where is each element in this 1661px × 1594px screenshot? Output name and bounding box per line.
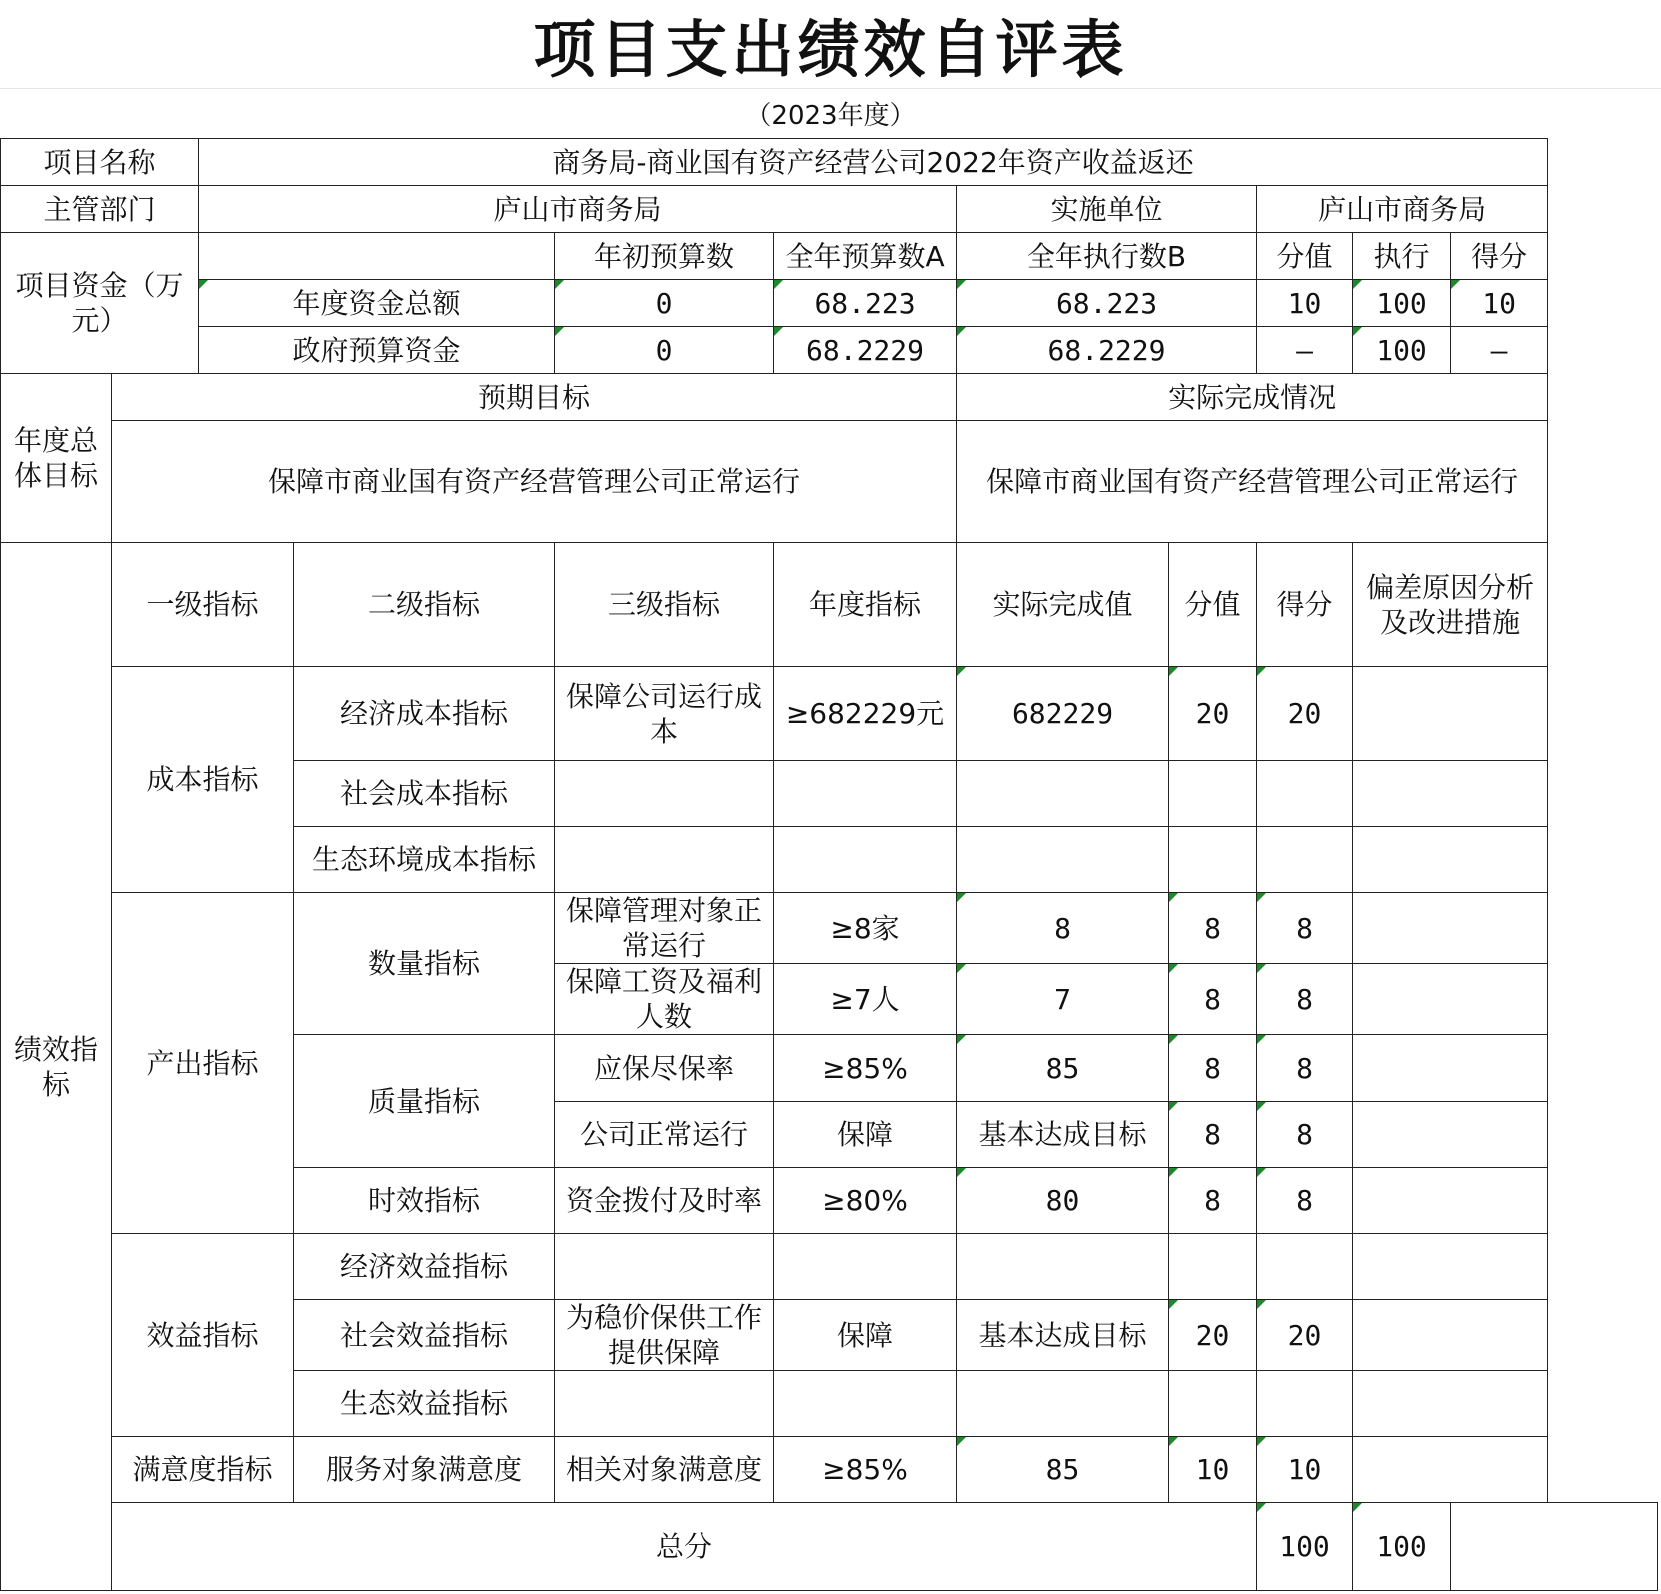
actual-value: 基本达成目标 <box>957 1102 1169 1168</box>
actual-completion-text: 保障市商业国有资产经营管理公司正常运行 <box>957 421 1548 543</box>
funds-header-rate: 执行 <box>1353 233 1451 280</box>
expected-goal-text: 保障市商业国有资产经营管理公司正常运行 <box>112 421 957 543</box>
empty-cell <box>1169 827 1257 893</box>
annual-goal-label: 年度总体目标 <box>1 374 112 543</box>
level2-quality: 质量指标 <box>294 1035 555 1168</box>
target-value: ≥8家 <box>774 893 957 964</box>
header-deviation: 偏差原因分析及改进措施 <box>1353 543 1548 667</box>
dept-label: 主管部门 <box>1 186 199 233</box>
target-value: 保障 <box>774 1300 957 1371</box>
funds-header-score: 得分 <box>1451 233 1548 280</box>
score: 10 <box>1257 1437 1353 1503</box>
level1-output: 产出指标 <box>112 893 294 1234</box>
empty-cell <box>774 761 957 827</box>
target-value: ≥682229元 <box>774 667 957 761</box>
level2-eco-cost: 生态环境成本指标 <box>294 827 555 893</box>
level1-satisfaction: 满意度指标 <box>112 1437 294 1503</box>
target-value: ≥7人 <box>774 964 957 1035</box>
deviation-cell <box>1353 1437 1548 1503</box>
deviation-cell <box>1353 667 1548 761</box>
score-value: 8 <box>1169 893 1257 964</box>
deviation-cell <box>1353 1371 1548 1437</box>
score: 8 <box>1257 1035 1353 1102</box>
funds-row-score-value: — <box>1257 327 1353 374</box>
page-title: 项目支出绩效自评表 <box>0 0 1661 89</box>
total-label: 总分 <box>112 1503 1257 1591</box>
empty-cell <box>1257 1371 1353 1437</box>
funds-row-executed: 68.2229 <box>957 327 1257 374</box>
score-value: 8 <box>1169 1168 1257 1234</box>
empty-cell <box>957 1371 1169 1437</box>
level3-indicator: 相关对象满意度 <box>555 1437 774 1503</box>
funds-row-score-value: 10 <box>1257 280 1353 327</box>
target-value: ≥85% <box>774 1035 957 1102</box>
score-value: 20 <box>1169 1300 1257 1371</box>
empty-cell <box>555 761 774 827</box>
deviation-cell <box>1353 1102 1548 1168</box>
total-score: 100 <box>1353 1503 1451 1591</box>
deviation-cell <box>1353 761 1548 827</box>
empty-cell <box>774 1371 957 1437</box>
funds-row-executed: 68.223 <box>957 280 1257 327</box>
level3-indicator: 公司正常运行 <box>555 1102 774 1168</box>
funds-row-score: — <box>1451 327 1548 374</box>
deviation-cell <box>1353 1035 1548 1102</box>
empty-cell <box>555 1234 774 1300</box>
dept-value: 庐山市商务局 <box>199 186 957 233</box>
expected-goal-header: 预期目标 <box>112 374 957 421</box>
level3-indicator: 保障公司运行成本 <box>555 667 774 761</box>
target-value: ≥85% <box>774 1437 957 1503</box>
score: 8 <box>1257 1168 1353 1234</box>
header-level3: 三级指标 <box>555 543 774 667</box>
level2-economic-benefit: 经济效益指标 <box>294 1234 555 1300</box>
score: 20 <box>1257 1300 1353 1371</box>
level2-social-cost: 社会成本指标 <box>294 761 555 827</box>
target-value: ≥80% <box>774 1168 957 1234</box>
score: 20 <box>1257 667 1353 761</box>
empty-cell <box>957 827 1169 893</box>
funds-row-annual: 68.2229 <box>774 327 957 374</box>
empty-cell <box>774 827 957 893</box>
deviation-cell <box>1451 1503 1658 1591</box>
report-year: （2023年度） <box>745 100 916 131</box>
level3-indicator: 保障工资及福利人数 <box>555 964 774 1035</box>
level2-economic-cost: 经济成本指标 <box>294 667 555 761</box>
score-value: 8 <box>1169 1035 1257 1102</box>
funds-row-name: 政府预算资金 <box>199 327 555 374</box>
self-evaluation-table <box>0 138 1658 1591</box>
funds-row-score: 10 <box>1451 280 1548 327</box>
deviation-cell <box>1353 893 1548 964</box>
funds-header-annual: 全年预算数A <box>774 233 957 280</box>
header-level2: 二级指标 <box>294 543 555 667</box>
actual-value: 682229 <box>957 667 1169 761</box>
score: 8 <box>1257 1102 1353 1168</box>
empty-cell <box>1257 827 1353 893</box>
deviation-cell <box>1353 1234 1548 1300</box>
actual-value: 80 <box>957 1168 1169 1234</box>
level3-indicator: 资金拨付及时率 <box>555 1168 774 1234</box>
level1-benefit: 效益指标 <box>112 1234 294 1437</box>
actual-completion-header: 实际完成情况 <box>957 374 1548 421</box>
funds-header-blank <box>199 233 555 280</box>
unit-value: 庐山市商务局 <box>1257 186 1548 233</box>
funds-row-initial: 0 <box>555 327 774 374</box>
deviation-cell <box>1353 964 1548 1035</box>
header-actual: 实际完成值 <box>957 543 1169 667</box>
score-value: 8 <box>1169 1102 1257 1168</box>
funds-header-executed: 全年执行数B <box>957 233 1257 280</box>
actual-value: 85 <box>957 1035 1169 1102</box>
empty-cell <box>1169 1371 1257 1437</box>
score: 8 <box>1257 964 1353 1035</box>
empty-cell <box>1169 1234 1257 1300</box>
level2-quantity: 数量指标 <box>294 893 555 1035</box>
level1-cost: 成本指标 <box>112 667 294 893</box>
level3-indicator: 为稳价保供工作提供保障 <box>555 1300 774 1371</box>
header-score: 得分 <box>1257 543 1353 667</box>
level2-service-satisfaction: 服务对象满意度 <box>294 1437 555 1503</box>
project-name-value: 商务局-商业国有资产经营公司2022年资产收益返还 <box>199 139 1548 186</box>
score-value: 10 <box>1169 1437 1257 1503</box>
empty-cell <box>555 827 774 893</box>
empty-cell <box>1257 761 1353 827</box>
score-value: 20 <box>1169 667 1257 761</box>
deviation-cell <box>1353 827 1548 893</box>
empty-cell <box>957 1234 1169 1300</box>
funds-row-initial: 0 <box>555 280 774 327</box>
funds-label: 项目资金（万元） <box>1 233 199 374</box>
funds-row-rate: 100 <box>1353 280 1451 327</box>
level2-eco-benefit: 生态效益指标 <box>294 1371 555 1437</box>
level2-timeliness: 时效指标 <box>294 1168 555 1234</box>
funds-row-rate: 100 <box>1353 327 1451 374</box>
funds-header-score-value: 分值 <box>1257 233 1353 280</box>
header-target: 年度指标 <box>774 543 957 667</box>
score-value: 8 <box>1169 964 1257 1035</box>
empty-cell <box>1257 1234 1353 1300</box>
project-name-label: 项目名称 <box>1 139 199 186</box>
actual-value: 7 <box>957 964 1169 1035</box>
target-value: 保障 <box>774 1102 957 1168</box>
unit-label: 实施单位 <box>957 186 1257 233</box>
funds-row-name: 年度资金总额 <box>199 280 555 327</box>
empty-cell <box>1169 761 1257 827</box>
score: 8 <box>1257 893 1353 964</box>
level2-social-benefit: 社会效益指标 <box>294 1300 555 1371</box>
actual-value: 基本达成目标 <box>957 1300 1169 1371</box>
level3-indicator: 应保尽保率 <box>555 1035 774 1102</box>
header-level1: 一级指标 <box>112 543 294 667</box>
actual-value: 8 <box>957 893 1169 964</box>
total-score-value: 100 <box>1257 1503 1353 1591</box>
empty-cell <box>555 1371 774 1437</box>
deviation-cell <box>1353 1168 1548 1234</box>
funds-row-annual: 68.223 <box>774 280 957 327</box>
funds-header-initial: 年初预算数 <box>555 233 774 280</box>
level3-indicator: 保障管理对象正常运行 <box>555 893 774 964</box>
deviation-cell <box>1353 1300 1548 1371</box>
empty-cell <box>774 1234 957 1300</box>
empty-cell <box>957 761 1169 827</box>
perf-indicator-label: 绩效指标 <box>1 543 112 1591</box>
header-score-value: 分值 <box>1169 543 1257 667</box>
actual-value: 85 <box>957 1437 1169 1503</box>
